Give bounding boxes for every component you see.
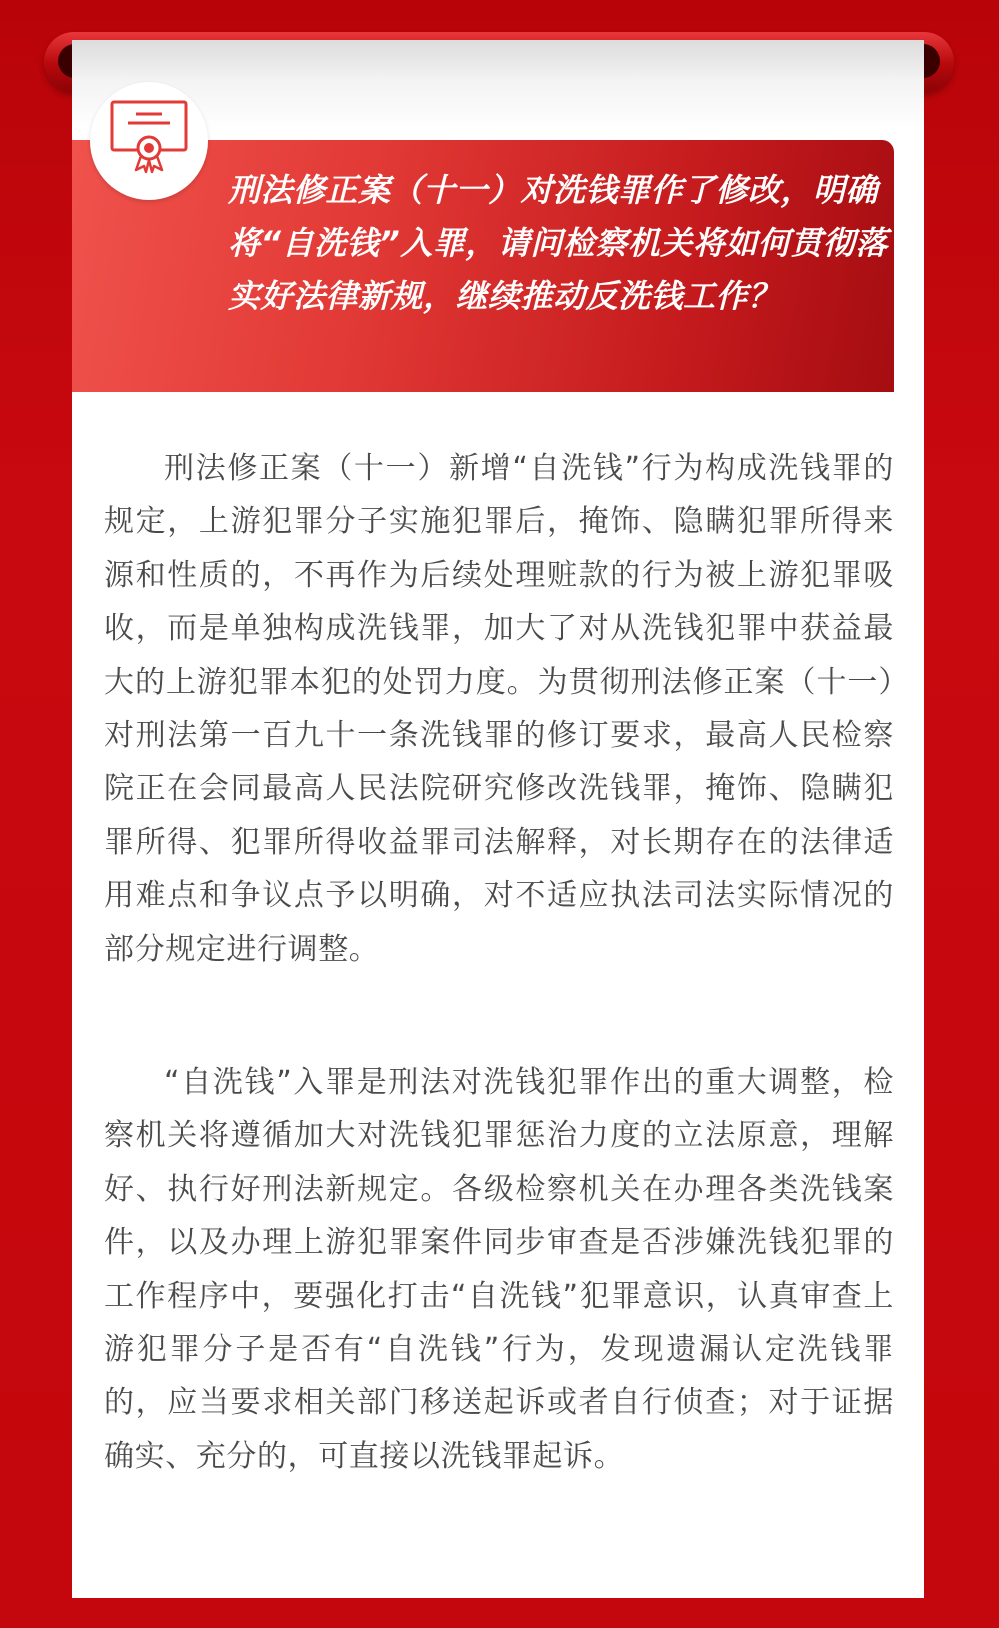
certificate-icon-graphic	[108, 98, 190, 180]
answer-paragraph-2: “自洗钱”入罪是刑法对洗钱犯罪作出的重大调整，检察机关将遵循加大对洗钱犯罪惩治力度的立法原意，理解好、执行好刑法新规定。各级检察机关在办理各类洗钱案件，以及办理上游犯罪案件同步审查是否涉嫌洗钱犯罪的工作程序中，要强化打击“自洗钱”犯罪意识，认真审查上游犯罪分子是否有“自洗钱”行为，发现遗漏认定洗钱罪的，应当要求相关部门移送起诉或者自行侦查；对于证据确实、充分的，可直接以洗钱罪起诉。	[104, 1065, 894, 1474]
certificate-award-icon	[90, 82, 208, 200]
question-text: 刑法修正案（十一）对洗钱罪作了修改，明确将“自洗钱”入罪，请问检察机关将如何贯彻落实好法律新规，继续推动反洗钱工作？	[228, 171, 888, 315]
answer-paragraph-1: 刑法修正案（十一）新增“自洗钱”行为构成洗钱罪的规定，上游犯罪分子实施犯罪后，掩饰、隐瞒犯罪所得来源和性质的，不再作为后续处理赃款的行为被上游犯罪吸收，而是单独构成洗钱罪，加大了对从洗钱犯罪中获益最大的上游犯罪本犯的处罚力度。为贯彻刑法修正案（十一）对刑法第一百九十一条洗钱罪的修订要求，最高人民检察院正在会同最高人民法院研究修改洗钱罪，掩饰、隐瞒犯罪所得、犯罪所得收益罪司法解释，对长期存在的法律适用难点和争议点予以明确，对不适应执法司法实际情况的部分规定进行调整。	[104, 451, 894, 967]
